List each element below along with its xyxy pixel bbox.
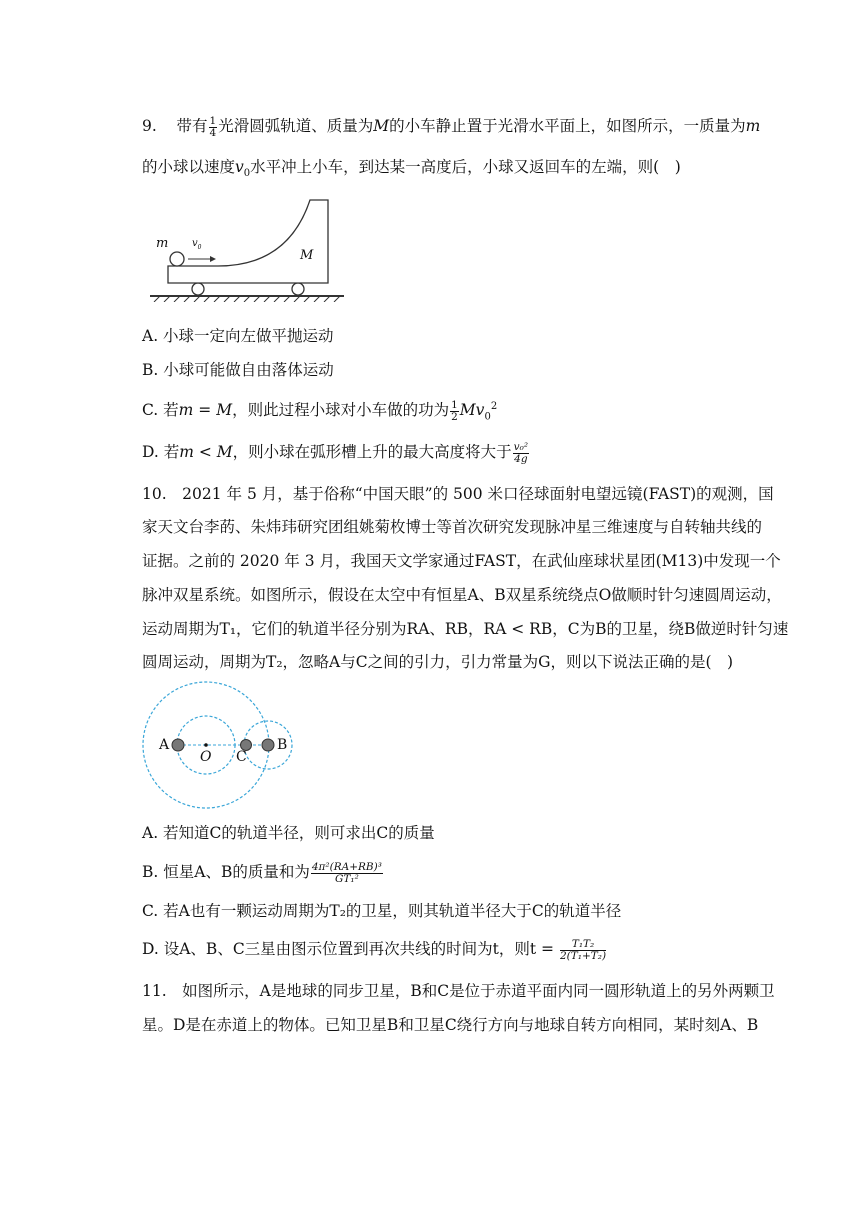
- q11-line1: 11. 如图所示，A是地球的同步卫星，B和C是位于赤道平面内同一圆形轨道上的另外两颗卫: [142, 982, 775, 1000]
- q10-option-d-frac: $\frac{\text{T₁T₂}}{\text{2(T₁+T₂)}}$: [559, 937, 607, 962]
- q10-line5: 运动周期为T₁，它们的轨道半径分别为RA、RB，RA < RB，C为B的卫星，绕B做逆时针匀速: [142, 620, 789, 638]
- q9-option-c-frac: $\frac{1}{2}$: [451, 398, 458, 423]
- q9-option-a[interactable]: A. 小球一定向左做平抛运动: [142, 327, 334, 345]
- q9-option-d[interactable]: [142, 441, 530, 465]
- q9-text: 的小车静止置于光滑水平面上，如图所示，一质量为: [389, 117, 746, 135]
- q9-fig-label-v: $v_0$: [192, 238, 202, 251]
- q9-fraction: $\frac{1}{4}$: [209, 114, 217, 139]
- q9-var-M: M: [373, 117, 390, 135]
- q10-fig-label-A: A: [159, 737, 170, 753]
- q9-option-c-expr: Mv: [459, 401, 485, 420]
- q10-option-b-text: B. 恒星A、B的质量和为: [142, 863, 310, 881]
- q10-option-d-text: D. 设A、B、C三星由图示位置到再次共线的时间为t，则t =: [142, 940, 555, 958]
- q10-option-b[interactable]: [142, 861, 384, 885]
- q9-stem-line1: [142, 115, 760, 139]
- q9-option-c-text: C. 若: [142, 401, 179, 420]
- q9-option-b[interactable]: B. 小球可能做自由落体运动: [142, 361, 334, 379]
- q9-option-d-frac: $\frac{\text{v₀²}}{4g}$: [513, 440, 529, 465]
- q10-fig-label-B: B: [277, 737, 288, 753]
- q9-stem-line2: [142, 156, 681, 185]
- q9-option-c-eq: m = M: [178, 401, 233, 420]
- q9-var-m: m: [745, 117, 761, 135]
- q9-fig-label-m: m: [156, 236, 169, 251]
- q9-option-c-sub: 0: [484, 411, 491, 423]
- q10-line1: 10. 2021 年 5 月，基于俗称“中国天眼”的 500 米口径球面射电望远镜(FAST)的观测，国: [142, 485, 774, 503]
- q9-option-c[interactable]: [142, 396, 497, 428]
- q10-option-d[interactable]: [142, 938, 607, 962]
- q9-option-d-text: ，则小球在弧形槽上升的最大高度将大于: [232, 443, 512, 461]
- q9-sub: 0: [243, 168, 251, 180]
- q9-number: 9.: [142, 117, 157, 135]
- q11-line2: 星。D是在赤道上的物体。已知卫星B和卫星C绕行方向与地球自转方向相同，某时刻A、B: [142, 1016, 759, 1034]
- q9-fig-label-M: M: [300, 248, 314, 263]
- q10-option-c[interactable]: C. 若A也有一颗运动周期为T₂的卫星，则其轨道半径大于C的轨道半径: [142, 902, 622, 920]
- q9-text: 带有: [176, 117, 208, 135]
- q10-line4: 脉冲双星系统。如图所示，假设在太空中有恒星A、B双星系统绕点O做顺时针匀速圆周运动，: [142, 586, 782, 604]
- q9-cart-figure: [148, 192, 348, 302]
- q10-option-a[interactable]: A. 若知道C的轨道半径，则可求出C的质量: [142, 824, 435, 842]
- q9-text: 光滑圆弧轨道、质量为: [218, 117, 374, 135]
- q10-fig-label-C: C: [236, 749, 247, 765]
- q10-line6: 圆周运动，周期为T₂，忽略A与C之间的引力，引力常量为G，则以下说法正确的是( ): [142, 653, 734, 671]
- q10-fig-label-O: O: [200, 749, 212, 765]
- q9-var-v: v: [235, 158, 244, 176]
- q10-option-b-frac: $\frac{\text{4π²(RA+RB)³}}{\text{GT₁²}}$: [311, 860, 382, 885]
- q9-option-d-eq: m < M: [179, 443, 233, 461]
- q9-option-d-text: D. 若: [142, 443, 180, 461]
- q10-line3: 证据。之前的 2020 年 3 月，我国天文学家通过FAST，在武仙座球状星团(M13)中发现一个: [142, 552, 781, 570]
- q9-option-c-sup: 2: [490, 401, 498, 412]
- q9-text: 水平冲上小车，到达某一高度后，小球又返回车的左端，则( ): [250, 158, 681, 176]
- q9-option-c-text: ，则此过程小球对小车做的功为: [232, 401, 450, 420]
- q10-line2: 家天文台李菂、朱炜玮研究团组姚菊枚博士等首次研究发现脉冲星三维速度与自转轴共线的: [142, 518, 763, 536]
- q9-text: 的小球以速度: [142, 158, 236, 176]
